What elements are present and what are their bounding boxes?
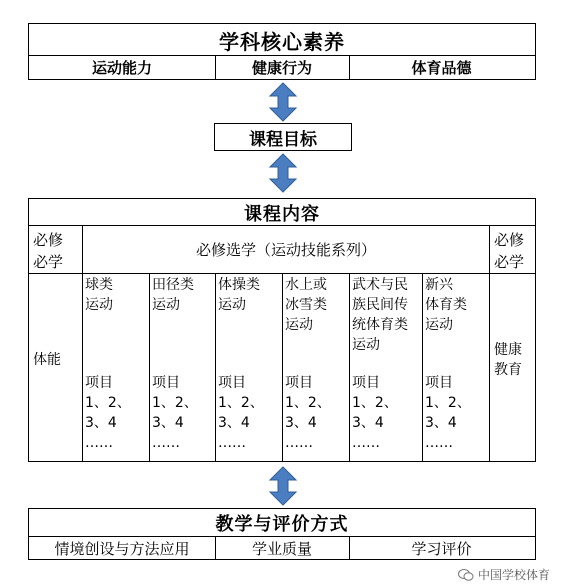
column-ball-sports-items: 项目 1、2、 3、4 ……	[85, 375, 131, 451]
teaching-item-learning-evaluation: 学习评价	[411, 539, 472, 558]
core-item-health-behavior: 健康行为	[215, 56, 350, 79]
column-track-field-name: 田径类 运动	[152, 277, 194, 313]
double-arrow-icon	[269, 466, 297, 506]
divider	[282, 273, 283, 461]
column-water-ice-name: 水上或 冰雪类 运动	[285, 277, 327, 333]
course-goals-title: 课程目标	[249, 129, 317, 150]
left-header: 必修 必学	[33, 231, 64, 271]
column-ball-sports-name: 球类 运动	[85, 277, 113, 313]
column-emerging-sports-items: 项目 1、2、 3、4 ……	[425, 375, 471, 451]
column-martial-arts-name: 武术与民 族民间传 统体育类 运动	[352, 277, 408, 353]
middle-header: 必修选学（运动技能系列）	[195, 241, 376, 259]
health-education-cell: 健康 教育	[494, 342, 522, 378]
core-literacy-title: 学科核心素养	[219, 29, 345, 54]
divider	[489, 225, 490, 461]
course-goals-box	[214, 123, 352, 151]
teaching-item-situation: 情境创设与方法应用	[29, 537, 216, 559]
watermark-text: 中国学校体育	[477, 568, 550, 582]
course-content-table	[28, 198, 536, 462]
course-content-title: 课程内容	[244, 203, 320, 225]
double-arrow-icon	[269, 82, 297, 122]
column-gymnastics-items: 项目 1、2、 3、4 ……	[218, 375, 264, 451]
column-water-ice-items: 项目 1、2、 3、4 ……	[285, 375, 331, 451]
divider	[215, 273, 216, 461]
right-header: 必修 必学	[494, 231, 525, 271]
wechat-logo-icon	[458, 568, 474, 582]
fitness-cell: 体能	[33, 352, 61, 368]
column-gymnastics-name: 体操类 运动	[218, 277, 260, 313]
core-literacy-box	[28, 23, 536, 80]
column-martial-arts-items: 项目 1、2、 3、4 ……	[352, 375, 398, 451]
watermark	[458, 566, 550, 583]
teaching-evaluation-box	[28, 508, 536, 560]
core-item-sports-ethics: 体育品德	[411, 59, 472, 77]
column-track-field-items: 项目 1、2、 3、4 ……	[152, 375, 198, 451]
double-arrow-icon	[269, 153, 297, 193]
divider	[349, 273, 350, 461]
core-item-motor-ability: 运动能力	[29, 56, 216, 79]
column-emerging-sports-name: 新兴 体育类 运动	[425, 277, 467, 333]
divider	[422, 273, 423, 461]
divider	[149, 273, 150, 461]
teaching-evaluation-title: 教学与评价方式	[215, 514, 349, 535]
teaching-item-academic-quality: 学业质量	[215, 537, 350, 559]
